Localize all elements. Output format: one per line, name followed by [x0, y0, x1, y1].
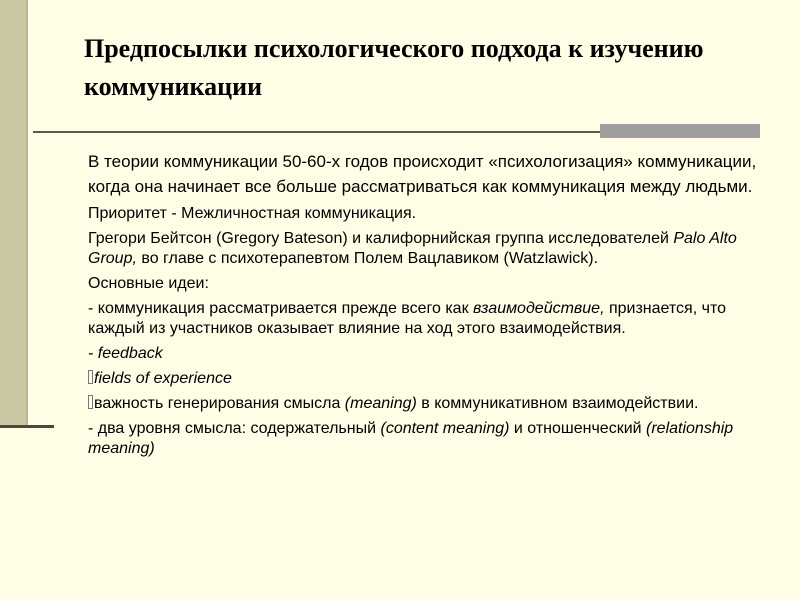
paragraph-feedback: - feedback: [88, 345, 163, 362]
text-segment: Грегори Бейтсон (Gregory Bateson) и калифорнийская группа исследователей: [88, 230, 674, 247]
italic-term: (meaning): [344, 395, 417, 412]
paragraph-intro: В теории коммуникации 50-60-х годов происходит «психологизация» коммуникации, когда она начинает все больше рассматриваться как коммуникация между людьми.: [88, 152, 757, 196]
italic-term: (relationship meaning): [88, 420, 734, 457]
paragraph-meaning: [88, 394, 768, 414]
paragraph-fields: [88, 369, 768, 389]
paragraph-main-ideas: Основные идеи:: [88, 275, 209, 292]
text-segment: важность генерирования смысла: [94, 395, 345, 412]
slide-title: Предпосылки психологического подхода к изучению коммуникации: [84, 34, 704, 101]
text-segment: признается, что каждый из участников оказывает влияние на ход этого взаимодействия.: [88, 300, 726, 337]
paragraph-priority: Приоритет - Межличностная коммуникация.: [88, 205, 417, 222]
paragraph-levels: [88, 419, 768, 459]
italic-term: Palo Alto Group,: [88, 230, 737, 267]
paragraph-bateson: [88, 229, 768, 269]
slide-body: [88, 150, 768, 459]
left-accent-bar-base: [0, 425, 54, 428]
text-segment: - коммуникация рассматривается прежде всего как: [88, 300, 474, 317]
italic-term: fields of experience: [94, 370, 232, 387]
italic-term: взаимодействие,: [473, 300, 605, 317]
missing-glyph-bullet-icon: [88, 370, 93, 384]
left-accent-bar-edge: [26, 0, 28, 425]
text-segment: во главе с психотерапевтом Полем Вацлавиком (Watzlawick).: [136, 250, 599, 267]
text-segment: в коммуникативном взаимодействии.: [416, 395, 699, 412]
missing-glyph-bullet-icon: [88, 395, 93, 409]
text-segment: - два уровня смысла: содержательный: [88, 420, 381, 437]
text-segment: и отношенческий: [509, 420, 647, 437]
title-divider-accent: [600, 124, 760, 138]
left-accent-bar: [0, 0, 26, 425]
paragraph-interaction: [88, 299, 768, 339]
italic-term: (content meaning): [380, 420, 510, 437]
